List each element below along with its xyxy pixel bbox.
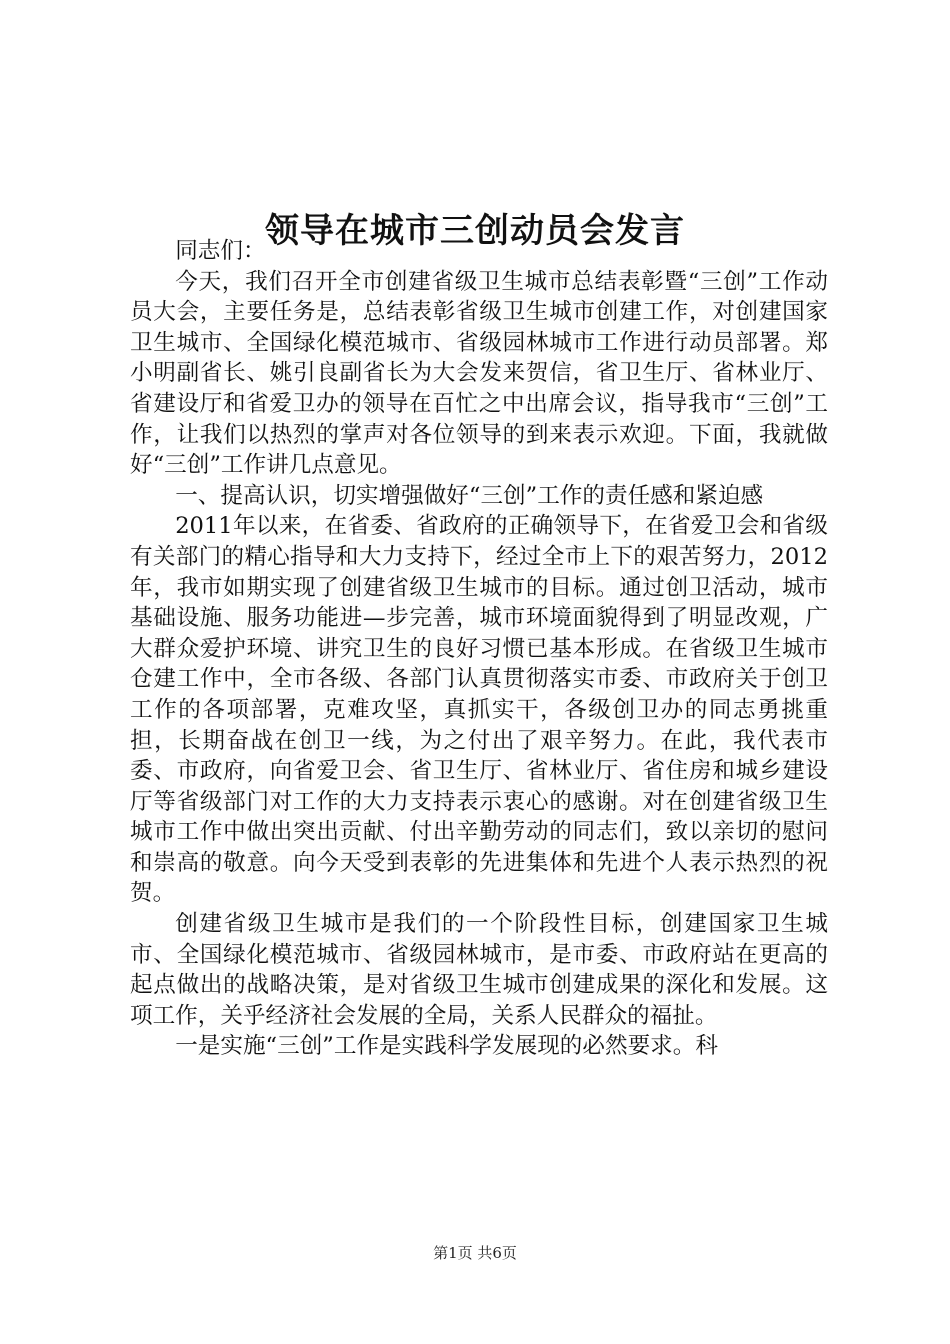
document-body [130, 236, 828, 1062]
paragraph-intro: 今天，我们召开全市创建省级卫生城市总结表彰暨“三创”工作动员大会，主要任务是，总结表彰省级卫生城市创建工作，对创建国家卫生城市、全国绿化模范城市、省级园林城市工作进行动员部署。郑小明副省长、姚引良副省长为大会发来贺信，省卫生厅、省林业厅、省建设厅和省爱卫办的领导在百忙之中出席会议，指导我市“三创”工作，让我们以热烈的掌声对各位领导的到来表示欢迎。下面，我就做好“三创”工作讲几点意见。 [130, 268, 828, 479]
paragraph-achievements: 2011年以来，在省委、省政府的正确领导下，在省爱卫会和省级有关部门的精心指导和大力支持下，经过全市上下的艰苦努力，2012年，我市如期实现了创建省级卫生城市的目标。通过创卫活动，城市基础设施、服务功能进—步完善，城市环境面貌得到了明显改观，广大群众爱护环境、讲究卫生的良好习惯已基本形成。在省级卫生城市仓建工作中，全市各级、各部门认真贯彻落实市委、市政府关于创卫工作的各项部署，克难攻坚，真抓实干，各级创卫办的同志勇挑重担，长期奋战在创卫一线，为之付出了艰辛努力。在此，我代表市委、市政府，向省爱卫会、省卫生厅、省林业厅、省住房和城乡建设厅等省级部门对工作的大力支持表示衷心的感谢。对在创建省级卫生城市工作中做出突出贡献、付出辛勤劳动的同志们，致以亲切的慰问和崇高的敬意。向今天受到表彰的先进集体和先进个人表示热烈的祝贺。 [130, 513, 828, 907]
document-title: 领导在城市三创动员会发言 [265, 210, 685, 251]
salutation: 同志们： [175, 238, 266, 264]
paragraph-strategy: 创建省级卫生城市是我们的一个阶段性目标，创建国家卫生城市、全国绿化模范城市、省级园林城市，是市委、市政府站在更高的起点做出的战略决策，是对省级卫生城市创建成果的深化和发展。这项工作，关乎经济社会发展的全局，关系人民群众的福扯。 [130, 911, 828, 1029]
paragraph-point-1: 一是实施“三创”工作是实践科学发展现的必然要求。科 [175, 1033, 718, 1060]
page-footer: 第1页 共6页 [433, 1244, 517, 1262]
section-heading-1: 一、提高认识，切实增强做好“三创”工作的责任感和紧迫感 [175, 482, 764, 509]
